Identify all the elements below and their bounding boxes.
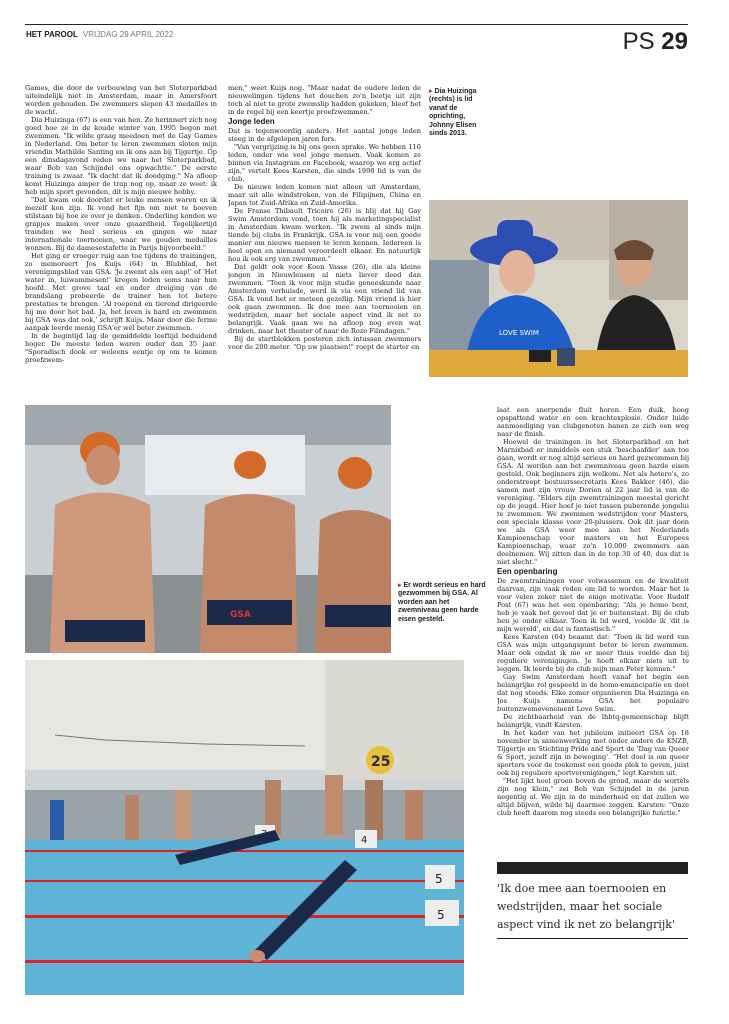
arrow-icon: ▸ (398, 582, 402, 589)
article-column-2 (228, 84, 421, 382)
pullquote-rule (497, 938, 688, 939)
paragraph: Dat is tegenwoordig anders. Het aantal jonge leden steeg in de afgelopen jaren fors. (228, 127, 421, 143)
subheading-jonge-leden: Jonge leden (228, 117, 275, 126)
section-name: PS (622, 28, 655, 55)
paragraph: Bij de startblokken posteren zich intussen zwemmers voor de 200 meter. "Op uw plaatsen!" roept de starter en (228, 335, 421, 351)
masthead (26, 30, 173, 39)
photo-caption-2 (398, 582, 490, 624)
number-sign: 25 (371, 754, 391, 770)
photo-swimmers-standing (25, 405, 391, 653)
paragraph: Hoewel de trainingen in het Sloterparkbad en het Marnixbad er inmiddels een stuk 'beschaafder' aan toe gaan, wordt er nog altijd serieus en hard gezwommen bij GSA. Al worden aan het zwemniveau geen harde eisen gesteld. Ook beginners zijn welkom. Net als hetero's, zo onderstreept bestuurssecretaris Kees Bakker (46), die samen met zijn vrouw Dorien al 22 jaar lid is van de vereniging. "Elders zijn zwemtrainingen meestal gericht op de jeugd. Hier hoef je niet tussen puberende jongelui te zwemmen. We zwemmen wedstrijden voor Masters, een speciale klasse voor 20-plussers. Ook dit jaar doen we als GSA weer mee aan het Nederlands Kampioenschap voor masters en het Europees Kampioenschap, waar zo'n 10.000 zwemmers aan deelnemen. Wij zitten dan in de top 30 of 40, dus dat is niet slecht." (497, 438, 689, 566)
photo-caption-1 (429, 88, 491, 138)
lane-number: 5 (437, 908, 445, 922)
paragraph: De nieuwe leden komen niet alleen uit Amsterdam, maar uit alle windstreken, van de Filipijnen, China en Japan tot Zuid-Afrika en Zuid-Amerika. (228, 183, 421, 207)
shirt-text: LOVE SWIM (499, 329, 539, 337)
pullquote-bar (497, 862, 688, 874)
paragraph: Dat geldt ook voor Koen Vasse (26), die als kleine jongen in Nieuwleusen al niets liever deed dan zwemmen. "Toen ik voor mijn studie geneeskunde naar Amsterdam verhuisde, werd ik via een vriend lid van GSA. Ik vond het er meteen gezellig. Mijn vriend is hier ook gaan zwemmen. Ik doe mee aan toernooien en wedstrijden, maar het sociale aspect vind ik net zo belangrijk. Vaak gaan we na afloop nog even wat drinken, naar het theater of naar de Roze Filmdagen." (228, 263, 421, 335)
caption-text: Er wordt serieus en hard gezwommen bij GSA. Al worden aan het zwemniveau geen harde eisen gesteld. (398, 582, 486, 623)
article-column-3 (497, 406, 689, 854)
photo-pool-dive-image (25, 660, 464, 995)
paragraph: Games, die door de verbouwing van het Sloterparkbad uiteindelijk niet in Amsterdam, maar in Amersfoort worden gehouden. De zwemmers slepen 43 medailles in de wacht. (25, 84, 217, 116)
issue-date: VRIJDAG 29 APRIL 2022 (82, 30, 174, 39)
paragraph: In de begintijd lag de gemiddelde leeftijd beduidend hoger. De meeste leden waren ouder dan 35 jaar. "Sporadisch dook er weleens eentje op om te komen proefzwem- (25, 332, 217, 364)
photo-pool-dive (25, 660, 464, 995)
article-column-1 (25, 84, 217, 374)
page-num: 29 (661, 28, 688, 55)
paragraph: Kees Karsten (64) beaamt dat: "Toen ik lid werd van GSA was mijn uitgangspunt beter te leren zwemmen. Maar ook omdat ik me er meer thuis voelde dan bij reguliere verenigingen. Je hoeft elkaar niets uit te leggen. Ik leerde bij de club mijn man Peter kennen." (497, 633, 689, 673)
lane-number: 4 (361, 835, 368, 846)
paper-name: HET PAROOL (26, 30, 78, 39)
top-rule (25, 24, 688, 25)
photo-dia-huizinga (429, 200, 688, 377)
paragraph: Gay Swim Amsterdam heeft vanaf het begin een belangrijke rol gespeeld in de homo-emancipatie en doet dat nog steeds. Elke zomer organiseren Dia Huizinga en Jos Kuijs namens GSA het populaire buitenzwemevenement Love Swim. (497, 673, 689, 713)
paragraph: In het kader van het jubileum initieert GSA op 18 november in samenwerking met onder andere de KNZB, Tijgertje en Stichting Pride and Sport de 'Dag van Queer & Sport, jezelf zijn in beweging'. "Het doel is om queer sporters voor de toekomst een goede plek te geven, juist ook bij reguliere sportverenigingen," legt Karsten uit. (497, 729, 689, 777)
trunks-text: GSA (230, 610, 251, 620)
page-number (623, 28, 688, 56)
paragraph: "Het lijkt heel groen boven de grond, maar de wortels zijn nog klein," zei Bob van Schijndel in de jaren negentig al. We zijn in de minderheid en dat zullen we altijd blijven, wilde hij daarmee zeggen. Karsten: "Onze club heeft daarom nog steeds een belangrijke functie." (497, 777, 689, 817)
paragraph: Dia Huizinga (67) is een van hen. Ze herinnert zich nog goed hoe ze in de koude winter van 1995 begon met zwemmen. "Ik wilde graag meedoen met de Gay Games in Nederland. Om beter te leren zwemmen sloten mijn vriendin Mathilde Santing en ik ons aan bij Tijgertje. Op een dinsdagavond reden we naar het Sloterparkbad, waar Bob van Schijndel ons opwachtte." De eerste training is zwaar. "Ik dacht dat ik doodging." Na afloop komt Huizinga amper de trap nog op, maar ze weet: ik heb mijn sport gevonden, dit is mijn nieuwe hobby. (25, 116, 217, 196)
paragraph: laat een snerpende fluit horen. Een duik, hoog opspattend water en een krachtexplosie. Onder luide aanmoediging van clubgenoten banen ze zich een weg naar de finish. (497, 406, 689, 438)
paragraph: men," weet Kuijs nog. "Maar nadat de oudere leden de nieuwelingen tijdens het douchen zo'n beetje uit zijn toch al niet te grote zwemslip hadden gekeken, bleef het in de regel bij een keertje proefzwemmen." (228, 84, 421, 116)
paragraph: Het ging er vroeger ruig aan toe tijdens de trainingen, zo memoreert Jos Kuijs (64) in Blubblad, het verenigingsblad van GSA. 'Je zwemt als een aap!' of 'Het water in, luiwammesen!' kregen leden soms naar hun hoofd. Met grove taal en onder dreiging van de brandslang probeerde de trainer hen tot betere prestaties te brengen. 'Al roepend en tierend dirigeerde hij me door het bad. Ja, het leven is hard en zwemmen bij GSA was dat ook,' schrijft Kuijs. Maar door die ferme aanpak leerde menig GSA'er wél beter zwemmen. (25, 252, 217, 332)
paragraph: De zwemtrainingen voor volwassenen en de kwaliteit daarvan, zijn vaak reden om lid te worden. Maar het is voor velen zeker niet de enige motivatie. Voor Rudolf Post (67) was het een openbaring: "Als je homo bent, heb je vaak het gevoel dat je er buitenstaat. Bij de club ben je onder elkaar. Toen ik lid werd, voelde ik 'dit is mijn wereld', en dat is fantastisch." (497, 577, 689, 633)
subheading-een-openbaring: Een openbaring (497, 567, 558, 576)
paragraph: "Dat kwam ook doordat er leuke mensen waren en ik mezelf kon zijn. Ik vond het fijn om niet te hoeven stilstaan bij hoe ze over je denken. Onderling konden we grapjes maken over onze geaardheid. Tegelijkertijd trainden we heel serieus en gingen we naar internationale toernooien, waar we gouden medailles wonnen. Bij de damesestafette in Parijs bijvoorbeeld." (25, 196, 217, 252)
paragraph: De Franse Thibault Tricoire (26) is blij dat hij Gay Swim Amsterdam vond, toen hij als marketingspecialist in Amsterdam kwam werken. "Ik zwem al sinds mijn tiende bij clubs in Frankrijk. GSA is voor mij een goede manier om nieuwe mensen te leren kennen. Iedereen is heel open en niemand veroordeelt elkaar. En natuurlijk hou ik ook erg van zwemmen." (228, 207, 421, 263)
arrow-icon: ▸ (429, 88, 433, 95)
photo-dia-huizinga-image (429, 200, 688, 377)
photo-swimmers-standing-image (25, 405, 391, 653)
lane-number: 5 (435, 872, 443, 886)
caption-text: Dia Huizinga (rechts) is lid vanaf de oprichting, Johnny Elisen sinds 2013. (429, 88, 477, 138)
paragraph: De zichtbaarheid van de lhbtq-gemeenschap blijft belangrijk, vindt Karsten. (497, 713, 689, 729)
paragraph: "Van vergrijzing is bij ons geen sprake. We hebben 110 leden, onder wie veel jonge mensen. Vaak komen ze binnen via Instagram en Facebook, waarop we erg actief zijn," vertelt Kees Karsten, die sinds 1998 lid is van de club. (228, 143, 421, 183)
pullquote: 'Ik doe mee aan toernooien en wedstrijden, maar het sociale aspect vind ik net zo belangrijk' (497, 882, 675, 931)
